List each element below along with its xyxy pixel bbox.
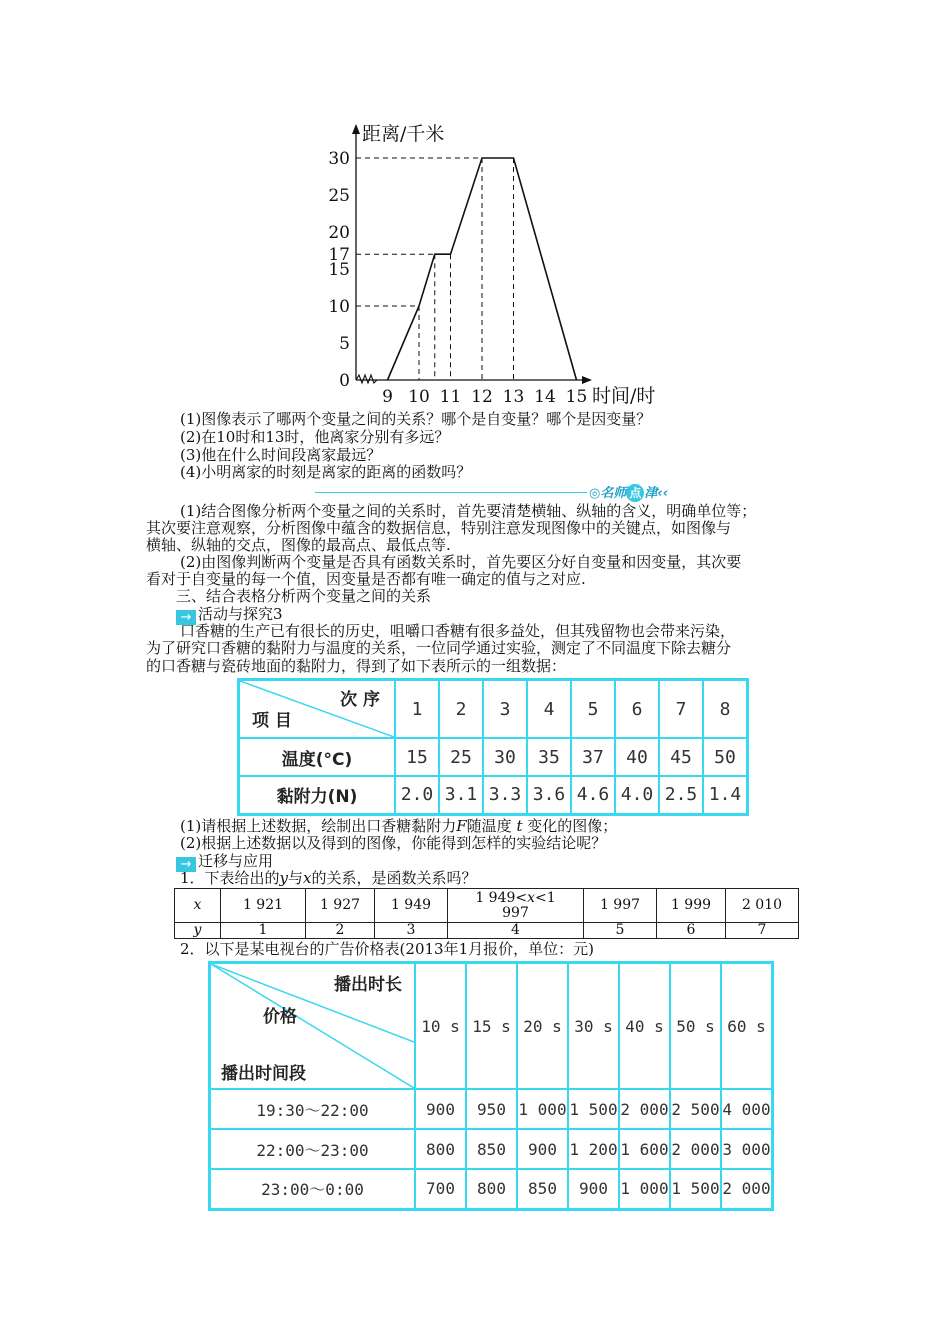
- x-tick-label: 14: [534, 387, 556, 407]
- order-cell: 2: [439, 680, 483, 739]
- force-cell: 2.5: [659, 776, 703, 814]
- price-cell: 2 000: [619, 1089, 670, 1129]
- price-cell: 700: [415, 1169, 466, 1209]
- force-cell: 4.0: [615, 776, 659, 814]
- price-cell: 1 000: [517, 1089, 568, 1129]
- duration-cell: 15 s: [466, 963, 517, 1090]
- gum-adhesion-table: [237, 678, 749, 816]
- question-1-2: (2)在10时和13时，他离家分别有多远？: [180, 428, 450, 446]
- price-cell: 850: [517, 1169, 568, 1209]
- y-cell: 5: [584, 923, 657, 939]
- temp-cell: 37: [571, 738, 615, 776]
- duration-cell: 30 s: [568, 963, 619, 1090]
- arrow-icon: →: [176, 857, 196, 872]
- section-divider: [315, 492, 587, 493]
- force-cell: 2.0: [395, 776, 439, 814]
- intro-line-3: 的口香糖与瓷砖地面的黏附力，得到了如下表所示的一组数据：: [146, 657, 567, 675]
- price-cell: 850: [466, 1129, 517, 1169]
- y-cell: 4: [448, 923, 584, 939]
- duration-header: 播出时长: [334, 975, 402, 995]
- y-axis-arrow: [352, 124, 360, 134]
- x-cell: 1 927: [306, 889, 375, 923]
- table3-corner-cell: [210, 963, 416, 1090]
- y-cell: 6: [657, 923, 726, 939]
- price-cell: 2 500: [670, 1089, 721, 1129]
- section-3-heading: 三、结合表格分析两个变量之间的关系: [176, 587, 432, 605]
- corner-top-label: 次 序: [340, 690, 380, 710]
- price-cell: 900: [568, 1169, 619, 1209]
- temp-cell: 50: [703, 738, 748, 776]
- y-tick-label: 5: [339, 334, 350, 354]
- order-cell: 7: [659, 680, 703, 739]
- price-header: 价格: [263, 1007, 297, 1027]
- question-1-4: (4)小明离家的时刻是离家的距离的函数吗？: [180, 463, 472, 481]
- x-tick-label: 10: [408, 387, 430, 407]
- price-cell: 1 000: [619, 1169, 670, 1209]
- migrate-heading: → 迁移与应用: [176, 852, 273, 872]
- y-axis-label: 距离/千米: [362, 123, 445, 145]
- problem-1: 1．下表给出的y与x的关系，是函数关系吗？: [180, 869, 477, 887]
- temp-cell: 35: [527, 738, 571, 776]
- price-cell: 1 500: [568, 1089, 619, 1129]
- x-tick-label: 15: [565, 387, 588, 407]
- x-tick-label: 9: [382, 387, 393, 407]
- ad-price-table: [208, 961, 774, 1211]
- x-tick-label: 11: [439, 387, 462, 407]
- tip-line-3: 横轴、纵轴的交点，图像的最高点、最低点等.: [146, 536, 451, 554]
- arrow-icon: →: [176, 610, 196, 625]
- y-tick-label: 17: [328, 245, 350, 266]
- order-cell: 4: [527, 680, 571, 739]
- period-cell: 19:30～22:00: [210, 1089, 416, 1129]
- order-cell: 8: [703, 680, 748, 739]
- x-cell: 2 010: [726, 889, 799, 923]
- x-cell: 1 921: [221, 889, 306, 923]
- order-cell: 3: [483, 680, 527, 739]
- temp-cell: 15: [395, 738, 439, 776]
- price-cell: 1 500: [670, 1169, 721, 1209]
- price-cell: 1 200: [568, 1129, 619, 1169]
- period-cell: 22:00～23:00: [210, 1129, 416, 1169]
- temp-cell: 30: [483, 738, 527, 776]
- price-cell: 1 600: [619, 1129, 670, 1169]
- x-axis-label: 时间/时: [592, 385, 656, 407]
- y-cell: 7: [726, 923, 799, 939]
- force-cell: 3.3: [483, 776, 527, 814]
- problem-2: 2．以下是某电视台的广告价格表(2013年1月报价，单位：元): [180, 940, 594, 958]
- tip-line-2: 其次要注意观察，分析图像中蕴含的数据信息，特别注意发现图像中的关键点，如图像与: [146, 519, 732, 537]
- tip-line-1: (1)结合图像分析两个变量之间的关系时，首先要清楚横轴、纵轴的含义，明确单位等；: [180, 502, 757, 520]
- duration-cell: 60 s: [721, 963, 773, 1090]
- y-cell: 3: [375, 923, 448, 939]
- temp-label: 温度(°C): [239, 738, 396, 776]
- order-cell: 6: [615, 680, 659, 739]
- price-cell: 2 000: [721, 1169, 773, 1209]
- intro-line-1: 口香糖的生产已有很长的历史，咀嚼口香糖有很多益处，但其残留物也会带来污染，: [180, 622, 736, 640]
- force-label: 黏附力(N): [239, 776, 396, 814]
- x-cell: 1 949: [375, 889, 448, 923]
- order-cell: 1: [395, 680, 439, 739]
- price-cell: 900: [517, 1129, 568, 1169]
- axis-break-icon: [356, 375, 377, 383]
- force-cell: 3.6: [527, 776, 571, 814]
- y-cell: 2: [306, 923, 375, 939]
- question-2-2: (2)根据上述数据以及得到的图像，你能得到怎样的实验结论呢？: [180, 834, 607, 852]
- teacher-tip-badge: ◎名师 点 津‹‹: [589, 486, 669, 501]
- temp-cell: 40: [615, 738, 659, 776]
- x-tick-label: 12: [471, 387, 493, 407]
- order-cell: 5: [571, 680, 615, 739]
- activity-heading: → 活动与探究3: [176, 605, 283, 625]
- temp-cell: 45: [659, 738, 703, 776]
- tip-line-5: 看对于自变量的每一个值，因变量是否都有唯一确定的值与之对应.: [146, 570, 586, 588]
- distance-time-chart: [318, 118, 678, 408]
- tip-line-4: (2)由图像判断两个变量是否具有函数关系时，首先要区分好自变量和因变量，其次要: [180, 553, 742, 571]
- question-2-1: (1)请根据上述数据，绘制出口香糖黏附力F随温度 t 变化的图像；: [180, 817, 618, 835]
- price-cell: 800: [415, 1129, 466, 1169]
- duration-cell: 40 s: [619, 963, 670, 1090]
- price-cell: 3 000: [721, 1129, 773, 1169]
- question-1-1: (1)图像表示了哪两个变量之间的关系？哪个是自变量？哪个是因变量？: [180, 410, 652, 428]
- y-tick-label: 30: [328, 149, 350, 169]
- y-tick-label: 10: [328, 297, 350, 317]
- price-cell: 900: [415, 1089, 466, 1129]
- y-cell: 1: [221, 923, 306, 939]
- xy-relation-table: [174, 888, 799, 939]
- price-cell: 800: [466, 1169, 517, 1209]
- price-cell: 4 000: [721, 1089, 773, 1129]
- x-axis-arrow: [582, 376, 592, 384]
- table1-corner-cell: [239, 680, 396, 739]
- y-tick-label: 15: [328, 260, 350, 280]
- intro-line-2: 为了研究口香糖的黏附力与温度的关系，一位同学通过实验，测定了不同温度下除去糖分: [146, 639, 732, 657]
- temp-cell: 25: [439, 738, 483, 776]
- price-cell: 950: [466, 1089, 517, 1129]
- x-label: x: [193, 897, 202, 913]
- y-tick-label: 25: [328, 186, 350, 206]
- period-cell: 23:00～0:00: [210, 1169, 416, 1209]
- price-cell: 2 000: [670, 1129, 721, 1169]
- y-label: y: [193, 922, 202, 938]
- x-range-cell: 1 949<x<1 997: [448, 889, 584, 923]
- period-header: 播出时间段: [221, 1064, 306, 1084]
- force-cell: 3.1: [439, 776, 483, 814]
- x-tick-label: 13: [502, 387, 525, 407]
- duration-cell: 20 s: [517, 963, 568, 1090]
- force-cell: 4.6: [571, 776, 615, 814]
- x-cell: 1 997: [584, 889, 657, 923]
- question-1-3: (3)他在什么时间段离家最远？: [180, 446, 382, 464]
- force-cell: 1.4: [703, 776, 748, 814]
- corner-bottom-label: 项 目: [252, 711, 292, 731]
- duration-cell: 10 s: [415, 963, 466, 1090]
- duration-cell: 50 s: [670, 963, 721, 1090]
- x-cell: 1 999: [657, 889, 726, 923]
- y-tick-label: 0: [339, 371, 350, 391]
- y-tick-label: 20: [328, 223, 350, 243]
